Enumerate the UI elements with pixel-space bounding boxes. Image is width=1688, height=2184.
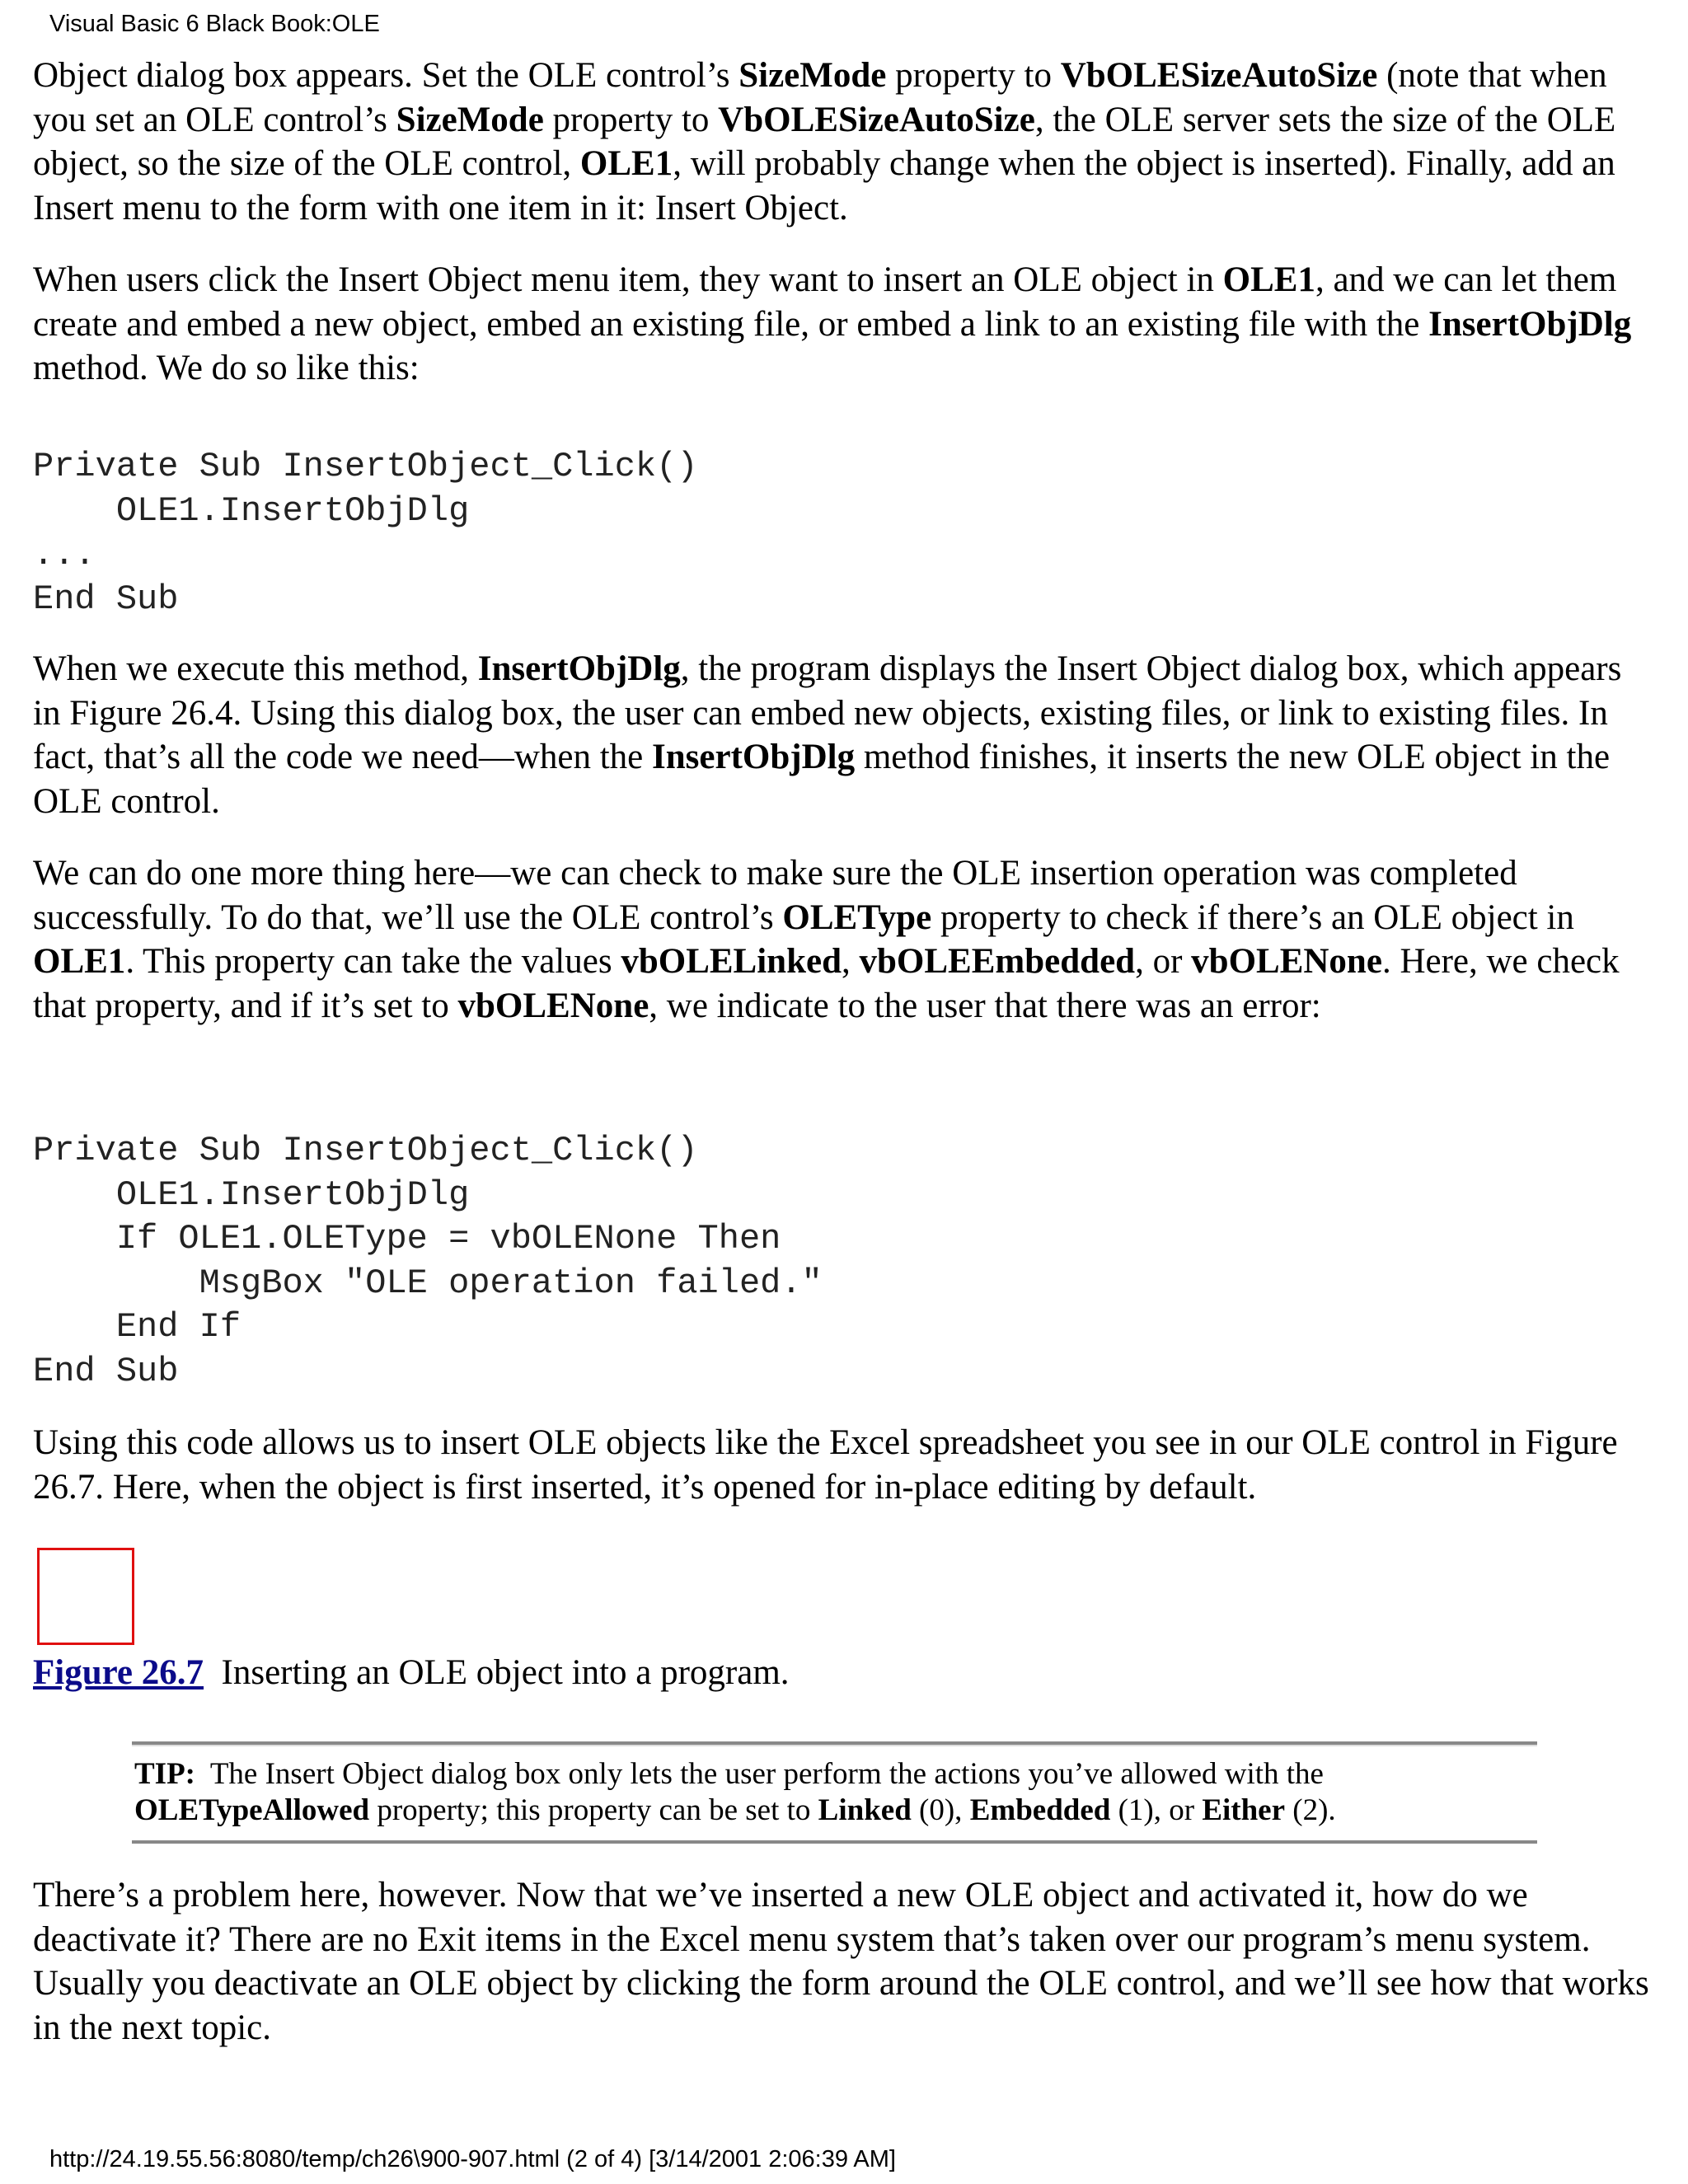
code-line: End Sub	[33, 1351, 179, 1391]
text-run: , will probably change when the object is inserted). Finally, add an Insert menu to the form with one item in it: Insert Object.	[33, 144, 1625, 227]
code-line: OLE1.InsertObjDlg	[33, 1174, 470, 1215]
text-run: property to	[886, 56, 1061, 95]
figure-link[interactable]: Figure 26.7	[33, 1653, 204, 1692]
bold-term: InsertObjDlg	[652, 738, 856, 776]
text-run: property to	[543, 100, 719, 139]
tip-box	[132, 1741, 1537, 1844]
figure-caption-text: Inserting an OLE object into a program.	[204, 1653, 790, 1692]
text-run: Using this code allows us to insert OLE objects like the Excel spreadsheet you see in our OLE control in Figure 26.7. Here, when the object is first inserted, it’s opened for in-place editing by default.	[33, 1423, 1627, 1507]
page-footer-url: http://24.19.55.56:8080/temp/ch26\900-907.html (2 of 4) [3/14/2001 2:06:39 AM]	[49, 2146, 896, 2172]
text-run: , the OLE server sets the size of the OLE object, so the size of the OLE control,	[33, 100, 1625, 183]
bold-term: OLETypeAllowed	[134, 1793, 370, 1827]
bold-term: TIP:	[134, 1757, 195, 1791]
bold-term: vbOLENone	[1191, 942, 1382, 981]
text-run: (note that when you set an OLE control’s	[33, 56, 1616, 139]
code-line: End Sub	[33, 579, 179, 619]
text-run: property to check if there’s an OLE object in	[931, 898, 1583, 937]
bold-term: Embedded	[969, 1793, 1111, 1827]
tip-text	[134, 1756, 1537, 1829]
bold-term: VbOLESizeAutoSize	[1060, 56, 1378, 95]
paragraph-oletype	[33, 851, 1657, 1028]
text-run: method finishes, it inserts the new OLE object in the OLE control.	[33, 738, 1619, 821]
figure-placeholder-image	[37, 1548, 134, 1645]
text-run: method. We do so like this:	[33, 304, 1640, 387]
figure-caption	[33, 1651, 790, 1694]
text-run: , or	[1135, 942, 1192, 981]
text-run: , the program displays the Insert Object dialog box, which appears in Figure 26.4. Using this dialog box, the user can embed new objects, existing files, or link to existing files. In fact, that’s all the code we need—when the	[33, 649, 1631, 776]
code-line: End If	[33, 1307, 241, 1347]
page-header: Visual Basic 6 Black Book:OLE	[49, 11, 380, 37]
code-line: If OLE1.OLEType = vbOLENone Then	[33, 1219, 781, 1258]
bold-term: vbOLENone	[457, 986, 649, 1025]
text-run: , we indicate to the user that there was an error:	[649, 986, 1321, 1025]
paragraph-excel	[33, 1421, 1657, 1509]
text-run: ,	[842, 942, 860, 981]
paragraph-sizemode	[33, 54, 1657, 230]
bold-term: SizeMode	[396, 100, 544, 139]
text-run: property; this property can be set to	[369, 1793, 818, 1827]
paragraph-insertobjdlg	[33, 647, 1657, 823]
text-run: . This property can take the values	[125, 942, 621, 981]
text-run: When users click the Insert Object menu item, they want to insert an OLE object in	[33, 260, 1223, 299]
paragraph-deactivate	[33, 1873, 1657, 2050]
bold-term: InsertObjDlg	[1428, 304, 1632, 344]
bold-term: SizeMode	[738, 56, 887, 95]
text-run: The Insert Object dialog box only lets the user perform the actions you’ve allowed with the	[195, 1757, 1332, 1791]
text-run: Object dialog box appears. Set the OLE control’s	[33, 56, 739, 95]
bold-term: VbOLESizeAutoSize	[718, 100, 1035, 139]
text-run: (2).	[1285, 1793, 1336, 1827]
bold-term: OLE1	[33, 942, 126, 981]
text-run: When we execute this method,	[33, 649, 478, 688]
bold-term: vbOLEEmbedded	[859, 942, 1136, 981]
bold-term: InsertObjDlg	[477, 649, 681, 688]
code-line: Private Sub InsertObject_Click()	[33, 447, 698, 486]
code-line: ...	[33, 535, 96, 574]
bold-term: vbOLELinked	[621, 942, 842, 981]
code-block-check	[33, 1129, 823, 1394]
bold-term: OLE1	[1222, 260, 1315, 299]
bold-term: OLE1	[579, 144, 673, 183]
code-block-insert	[33, 445, 698, 621]
text-run: There’s a problem here, however. Now that we’ve inserted a new OLE object and activated it, how do we deactivate it? There are no Exit items in the Excel menu system that’s taken over our program’s menu system. Usually you deactivate an OLE object by clicking the form around the OLE control, and we’ll see how that works in the next topic.	[33, 1876, 1658, 2047]
text-run: (0),	[911, 1793, 970, 1827]
bold-term: OLEType	[782, 898, 932, 937]
paragraph-insert-object	[33, 258, 1657, 391]
text-run: . Here, we check that property, and if it’s set to	[33, 942, 1629, 1025]
code-line: OLE1.InsertObjDlg	[33, 490, 470, 531]
code-line: MsgBox "OLE operation failed."	[33, 1263, 823, 1303]
bold-term: Linked	[818, 1793, 912, 1827]
code-line: Private Sub InsertObject_Click()	[33, 1131, 698, 1170]
text-run: (1), or	[1110, 1793, 1203, 1827]
bold-term: Either	[1202, 1793, 1286, 1827]
text-run: We can do one more thing here—we can check to make sure the OLE insertion operation was completed successfully. To do that, we’ll use the OLE control’s	[33, 854, 1526, 937]
text-run: , and we can let them create and embed a new object, embed an existing file, or embed a link to an existing file with the	[33, 260, 1626, 344]
